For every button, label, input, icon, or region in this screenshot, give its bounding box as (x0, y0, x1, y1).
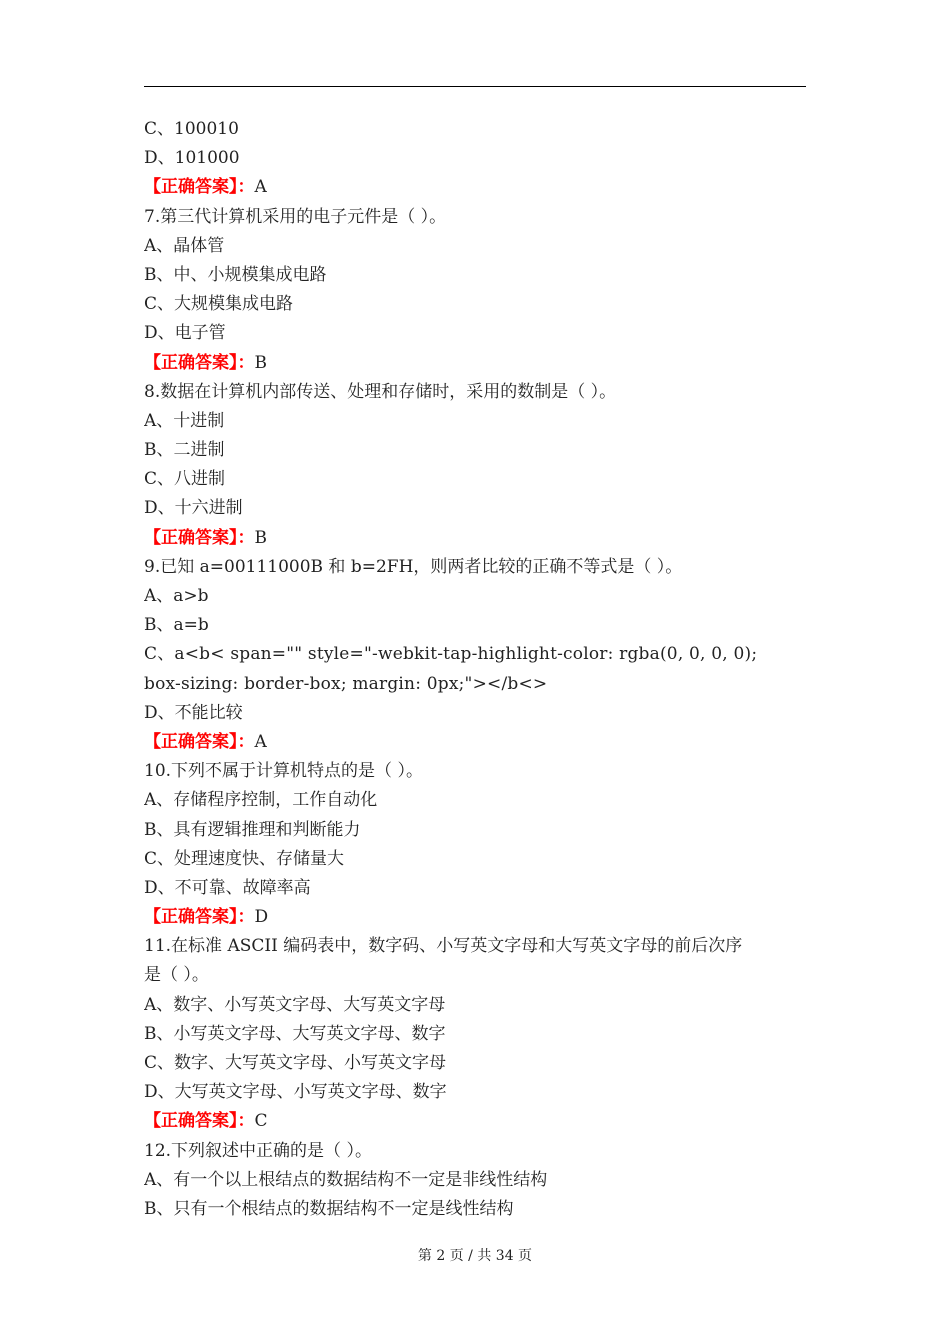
question-line: 8.数据在计算机内部传送、处理和存储时，采用的数制是（ ）。 (144, 381, 617, 402)
option-line: D、不可靠、故障率高 (144, 877, 311, 898)
option-line: C、大规模集成电路 (144, 294, 294, 315)
question-content (144, 115, 806, 1224)
answer-value: A (254, 177, 267, 198)
answer-label: 【正确答案】： (144, 527, 255, 548)
header-rule (144, 86, 806, 87)
answer-value: B (254, 352, 267, 373)
answer-line (144, 1107, 806, 1136)
question-line: 12.下列叙述中正确的是（ ）。 (144, 1140, 372, 1161)
option-line: B、小写英文字母、大写英文字母、数字 (144, 1023, 446, 1044)
option-line: B、a=b (144, 615, 209, 636)
answer-line (144, 903, 806, 932)
page-footer: 第 2 页 / 共 34 页 (417, 1248, 533, 1264)
answer-label: 【正确答案】： (144, 177, 255, 198)
answer-line (144, 728, 806, 757)
option-line: C、a<b< span="" style="-webkit-tap-highlight-color: rgba(0, 0, 0, 0); (144, 644, 758, 665)
option-line: A、晶体管 (144, 235, 225, 256)
answer-label: 【正确答案】： (144, 1111, 255, 1132)
option-line: A、数字、小写英文字母、大写英文字母 (144, 994, 446, 1015)
option-line: D、大写英文字母、小写英文字母、数字 (144, 1082, 447, 1103)
option-line: B、具有逻辑推理和判断能力 (144, 819, 361, 840)
option-line: A、存储程序控制，工作自动化 (144, 790, 378, 811)
option-line: C、处理速度快、存储量大 (144, 848, 345, 869)
option-line: C、八进制 (144, 469, 226, 490)
answer-label: 【正确答案】： (144, 731, 255, 752)
option-line: D、电子管 (144, 323, 226, 344)
option-line-continuation: box-sizing: border-box; margin: 0px;"></b<> (144, 673, 548, 694)
answer-label: 【正确答案】： (144, 352, 255, 373)
option-line: C、数字、大写英文字母、小写英文字母 (144, 1053, 447, 1073)
option-line: B、中、小规模集成电路 (144, 264, 327, 285)
option-line: C、100010 (144, 119, 239, 139)
answer-label: 【正确答案】： (144, 907, 255, 928)
option-line: D、101000 (144, 148, 240, 169)
answer-value: D (254, 907, 269, 928)
question-line: 11.在标准 ASCII 编码表中，数字码、小写英文字母和大写英文字母的前后次序 (144, 936, 743, 957)
answer-line (144, 524, 806, 553)
option-line: D、十六进制 (144, 498, 243, 519)
option-line: A、有一个以上根结点的数据结构不一定是非线性结构 (144, 1169, 548, 1190)
answer-value: A (254, 731, 267, 752)
question-line: 10.下列不属于计算机特点的是（ ）。 (144, 761, 423, 782)
option-line: A、a>b (144, 586, 209, 606)
option-line: B、只有一个根结点的数据结构不一定是线性结构 (144, 1198, 514, 1219)
question-line: 9.已知 a=00111000B 和 b=2FH，则两者比较的正确不等式是（ ）。 (144, 556, 683, 577)
answer-value: C (254, 1111, 268, 1132)
option-line: D、不能比较 (144, 702, 243, 723)
answer-line (144, 173, 806, 202)
answer-line (144, 349, 806, 378)
answer-value: B (254, 527, 267, 548)
option-line: A、十进制 (144, 410, 225, 431)
question-line: 7.第三代计算机采用的电子元件是（ ）。 (144, 206, 447, 227)
question-line-continuation: 是（ ）。 (144, 965, 209, 986)
option-line: B、二进制 (144, 440, 225, 461)
